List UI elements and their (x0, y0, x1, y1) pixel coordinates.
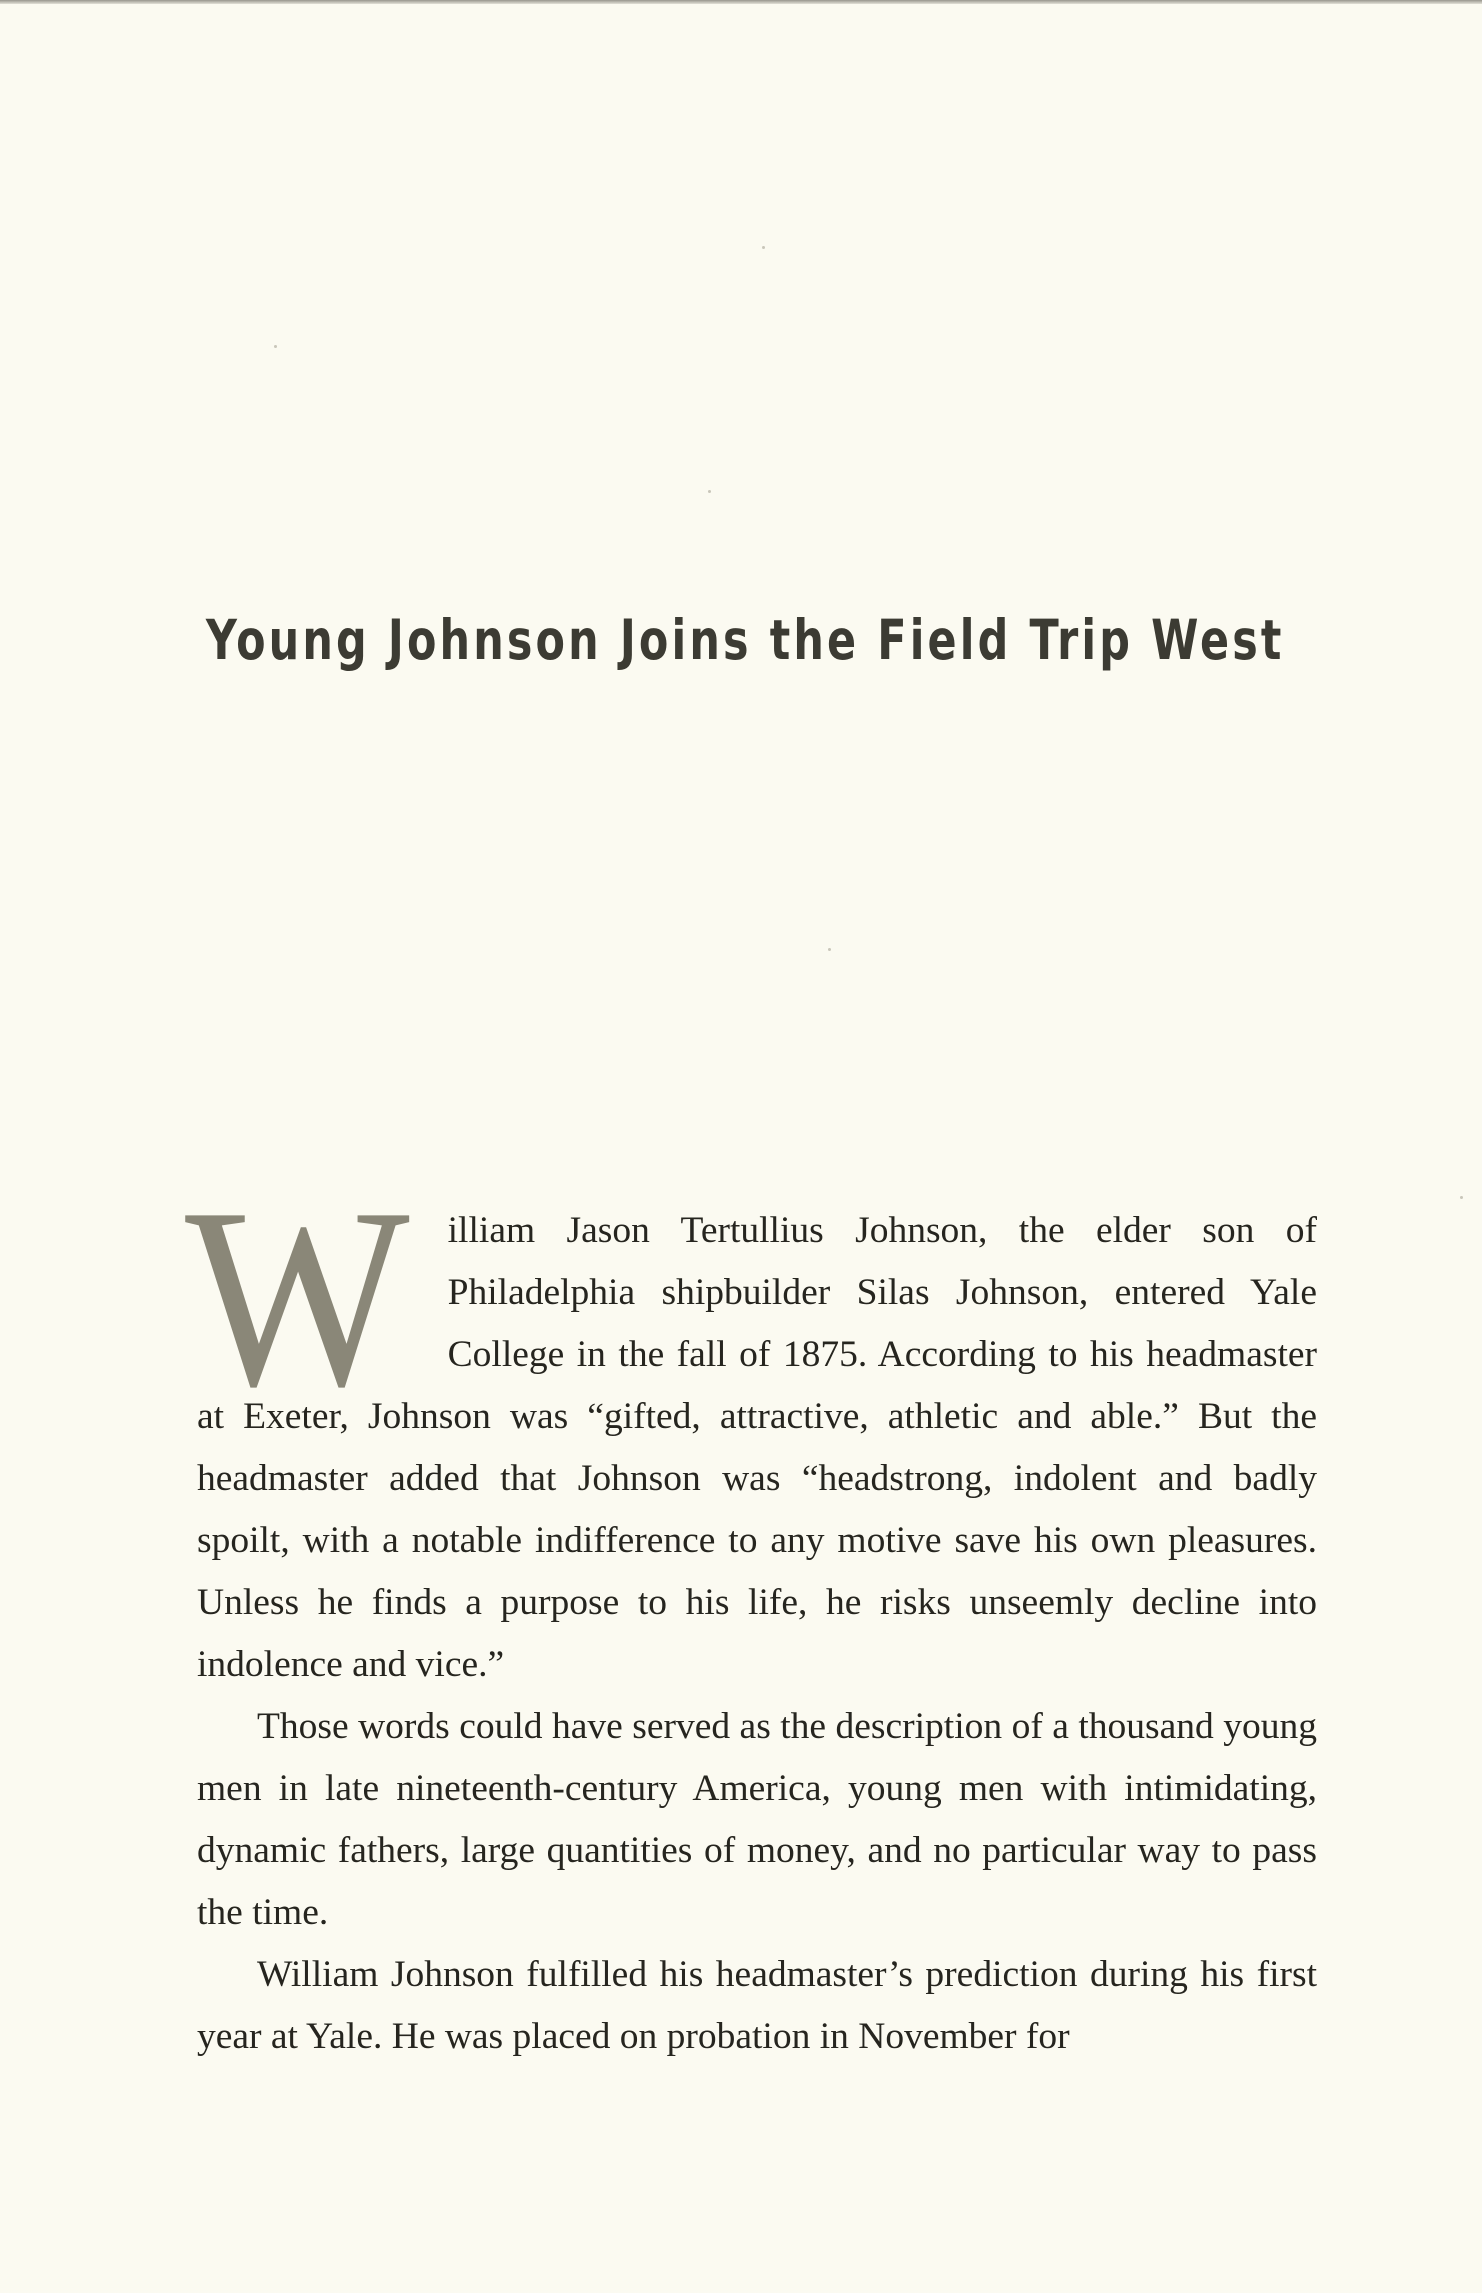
chapter-body (185, 1155, 1317, 2068)
page-edge-shadow (0, 0, 1482, 4)
body-paragraph: William Johnson fulfilled his headmaster’s prediction during his first year at Yale. He was placed on probation in November for (197, 1954, 1317, 2057)
body-paragraph: Those words could have served as the description of a thousand young men in late nineteenth-century America, young men with intimidating, dynamic fathers, large quantities of money, and no particular way to pass the time. (197, 1706, 1317, 1933)
chapter-title: Young Johnson Joins the Field Trip West (205, 607, 1285, 672)
paper-speck (828, 948, 831, 951)
drop-cap: W (185, 1155, 410, 1440)
paper-speck (708, 490, 711, 493)
paper-speck (1460, 1196, 1463, 1199)
paper-speck (762, 246, 765, 249)
paragraph-text: illiam Jason Tertullius Johnson, the elder son of Philadelphia shipbuilder Silas Johnson, entered Yale College in the fall of 1875. According to his headmaster at Exeter, Johnson was “gifted, attractive, athletic and able.” But the headmaster added that Johnson was “headstrong, indolent and badly spoilt, with a notable indifference to any motive save his own pleasures. Unless he finds a purpose to his life, he risks unseemly decline into indolence and vice.” (197, 1210, 1317, 1685)
paper-speck (274, 345, 277, 348)
body-paragraph (185, 1155, 1317, 1696)
